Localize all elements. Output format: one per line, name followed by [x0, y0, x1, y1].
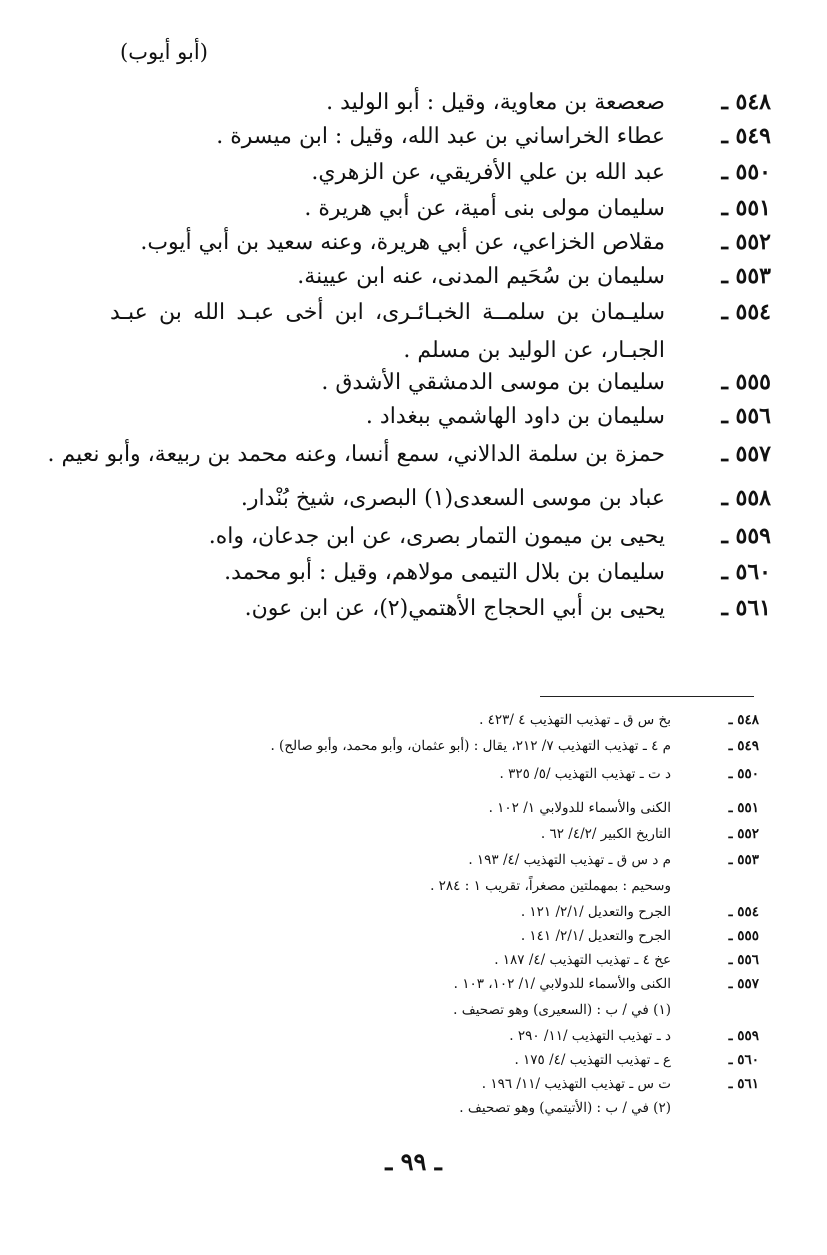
- entry-text: حمزة بن سلمة الدالاني، سمع أنسا، وعنه محمد بن ربيعة، وأبو نعيم .: [47, 442, 665, 467]
- footnote-551: [489, 798, 759, 818]
- footnote-number: ٥٥٤ ـ: [728, 904, 759, 920]
- page-number: ـ ٩٩ ـ: [385, 1147, 442, 1176]
- footnote-text: التاريخ الكبير /٤/٢/ ٦٢ .: [540, 826, 671, 842]
- entry-number: ٥٥٩ ـ: [721, 523, 771, 549]
- footnote-556: [494, 950, 759, 970]
- footnote-number: ٥٥٧ ـ: [728, 976, 759, 992]
- footnote-548: [479, 710, 759, 730]
- footnote-number: ٥٥٣ ـ: [728, 852, 759, 868]
- entry-number: ٥٥٣ ـ: [721, 263, 771, 289]
- entry-number: ٥٥٨ ـ: [721, 485, 771, 511]
- footnote-number: [671, 1000, 759, 1020]
- footnote-number: ٥٦٠ ـ: [728, 1052, 759, 1068]
- entry-number: ٥٥١ ـ: [721, 195, 771, 221]
- entry-number: ٥٦٠ ـ: [721, 559, 771, 585]
- footnote-text: الكنى والأسماء للدولابي ١/ ١٠٢ .: [488, 800, 671, 816]
- entry-text: عباد بن موسى السعدى(١) البصرى، شيخ بُنْدار.: [240, 486, 665, 511]
- entry-number: ٥٥٧ ـ: [721, 441, 771, 467]
- footnote-561: [482, 1074, 759, 1094]
- footnote-number: ٥٥١ ـ: [728, 800, 759, 816]
- entry-text: سليمان مولى بنى أمية، عن أبي هريرة .: [304, 196, 665, 221]
- footnote-550: [500, 764, 760, 784]
- footnote-number: ٥٥٦ ـ: [728, 952, 759, 968]
- entry-text: مقلاص الخزاعي، عن أبي هريرة، وعنه سعيد بن أبي أيوب.: [140, 230, 665, 255]
- footnote-553: [468, 850, 759, 870]
- entry-text: سليمان بن بلال التيمى مولاهم، وقيل : أبو محمد.: [224, 560, 665, 585]
- footnote-text: د ت ـ تهذيب التهذيب /٥/ ٣٢٥ .: [499, 766, 671, 782]
- footnote-text: د ـ تهذيب التهذيب /١١/ ٢٩٠ .: [509, 1028, 671, 1044]
- footnote-text: (٢) في / ب : (الأتيتمي) وهو تصحيف .: [459, 1100, 671, 1116]
- footnote-text: (١) في / ب : (السعيرى) وهو تصحيف .: [453, 1002, 671, 1018]
- entry-text: سليـمان بن سلمــة الخبـائـرى، ابن أخى عبـد الله بن عبـد الجبـار، عن الوليد بن مسلم .: [110, 300, 665, 363]
- running-head: (أبو أيوب): [120, 40, 208, 64]
- footnote-text: ت س ـ تهذيب التهذيب /١١/ ١٩٦ .: [481, 1076, 671, 1092]
- footnote-number: ٥٥٠ ـ: [728, 766, 759, 782]
- footnote-text: الجرح والتعديل /٢/١/ ١٤١ .: [520, 928, 671, 944]
- entry-number: ٥٦١ ـ: [721, 595, 771, 621]
- footnote-text: الكنى والأسماء للدولابي /١/ ١٠٢، ١٠٣ .: [453, 976, 671, 992]
- footnote-553-continuation: [430, 876, 759, 896]
- footnote-555: [521, 926, 759, 946]
- entry-text: صعصعة بن معاوية، وقيل : أبو الوليد .: [326, 90, 665, 115]
- footnote-text: وسحيم : بمهملتين مصغراً، تقريب ١ : ٢٨٤ .: [430, 878, 671, 894]
- footnote-text: بخ س ق ـ تهذيب التهذيب ٤ /٤٢٣ .: [479, 712, 671, 728]
- footnote-559: [509, 1026, 759, 1046]
- footnote-number: ٥٤٨ ـ: [728, 712, 759, 728]
- footnote-text: الجرح والتعديل /٢/١/ ١٢١ .: [520, 904, 671, 920]
- footnote-549: [270, 736, 759, 756]
- entry-number: ٥٥٠ ـ: [721, 159, 771, 185]
- entry-text: يحيى بن ميمون التمار بصرى، عن ابن جدعان، واه.: [208, 524, 665, 549]
- footnote-text: ع ـ تهذيب التهذيب /٤/ ١٧٥ .: [514, 1052, 671, 1068]
- footnote-554: [521, 902, 759, 922]
- entry-number: ٥٥٥ ـ: [721, 369, 771, 395]
- entry-text: سليمان بن موسى الدمشقي الأشدق .: [321, 370, 665, 395]
- footnote-marker-2: [459, 1098, 759, 1118]
- footnote-number: ٥٥٩ ـ: [728, 1028, 759, 1044]
- entry-text: سليمان بن سُحَيم المدنى، عنه ابن عيينة.: [297, 264, 665, 289]
- footnote-number: ٥٦١ ـ: [728, 1076, 759, 1092]
- entry-text: سليمان بن داود الهاشمي ببغداد .: [365, 404, 665, 429]
- entry-text: عبد الله بن علي الأفريقي، عن الزهري.: [311, 160, 665, 185]
- entry-number: ٥٤٩ ـ: [721, 123, 771, 149]
- entry-number: ٥٥٦ ـ: [721, 403, 771, 429]
- entry-number: ٥٤٨ ـ: [721, 89, 771, 115]
- footnote-text: م ٤ ـ تهذيب التهذيب ٧/ ٢١٢، يقال : (أبو عثمان، وأبو محمد، وأبو صالح) .: [270, 738, 671, 754]
- footnote-number: [671, 1098, 759, 1118]
- entry-number: ٥٥٢ ـ: [721, 229, 771, 255]
- footnote-number: [671, 876, 759, 896]
- entry-text: عطاء الخراساني بن عبد الله، وقيل : ابن ميسرة .: [216, 124, 665, 149]
- footnote-number: ٥٤٩ ـ: [728, 738, 759, 754]
- entry-text: يحيى بن أبي الحجاج الأهتمي(٢)، عن ابن عون.: [244, 596, 665, 621]
- footnote-text: م د س ق ـ تهذيب التهذيب /٤/ ١٩٣ .: [468, 852, 671, 868]
- footnote-text: عخ ٤ ـ تهذيب التهذيب /٤/ ١٨٧ .: [494, 952, 671, 968]
- footnote-marker-1: [453, 1000, 759, 1020]
- footnote-number: ٥٥٥ ـ: [728, 928, 759, 944]
- entry-number: ٥٥٤ ـ: [721, 299, 771, 325]
- footnote-560: [514, 1050, 759, 1070]
- footnote-552: [541, 824, 759, 844]
- footnote-557: [454, 974, 759, 994]
- footnote-number: ٥٥٢ ـ: [728, 826, 759, 842]
